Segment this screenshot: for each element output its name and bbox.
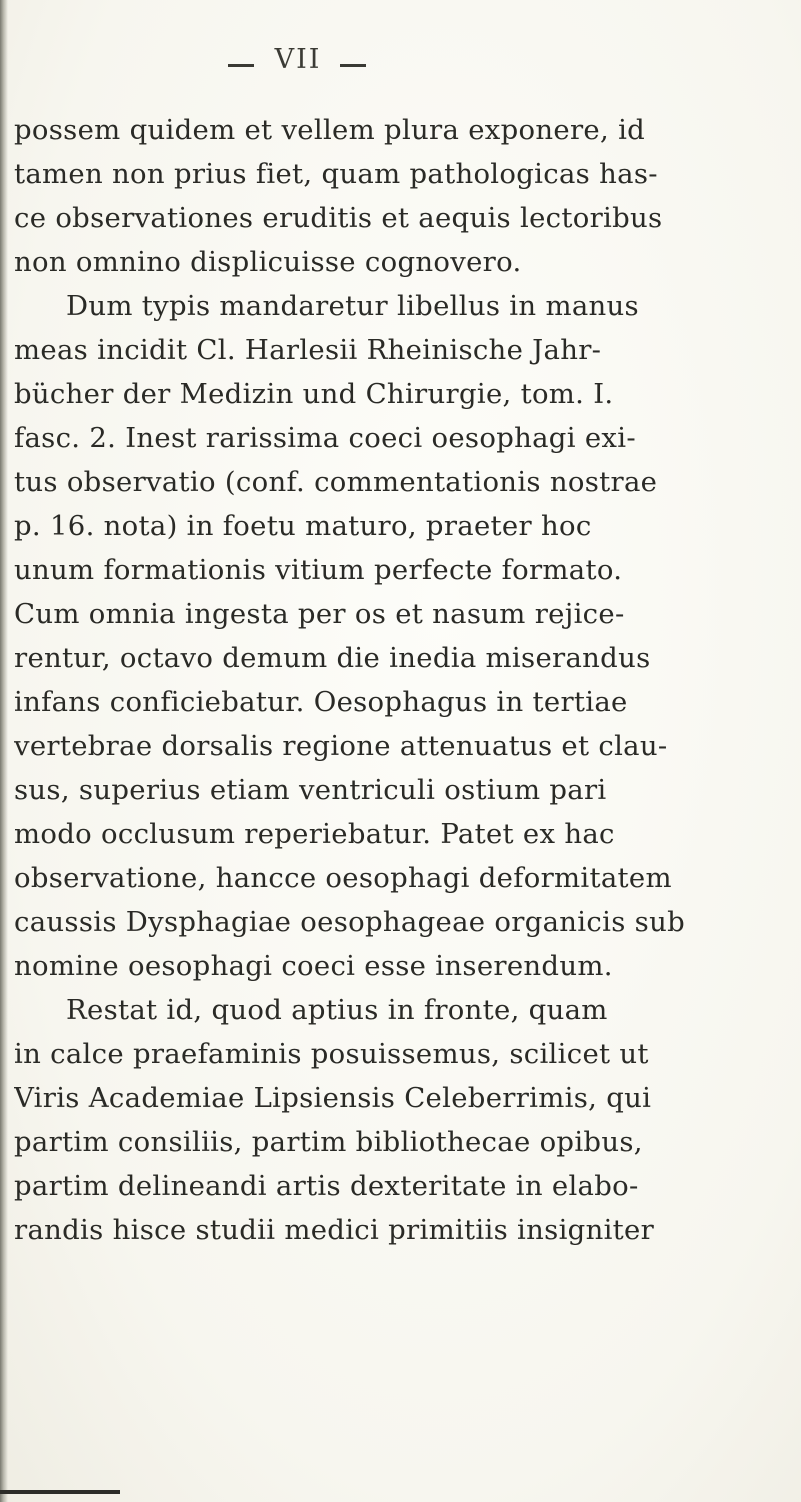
text-line: meas incidit Cl. Harlesii Rheinische Jahr- xyxy=(14,334,602,366)
text-line: sus, superius etiam ventriculi ostium pari xyxy=(14,774,607,806)
header-dash-right xyxy=(340,64,366,67)
text-line: modo occlusum reperiebatur. Patet ex hac xyxy=(14,818,615,850)
page-edge-mark xyxy=(0,1490,120,1494)
text-line: in calce praefaminis posuissemus, scilicet ut xyxy=(14,1038,649,1070)
text-line: non omnino displicuisse cognovero. xyxy=(14,246,522,278)
text-line: partim consiliis, partim bibliothecae opibus, xyxy=(14,1126,643,1158)
text-line: Restat id, quod aptius in fronte, quam xyxy=(66,994,608,1026)
text-line: infans conficiebatur. Oesophagus in tertiae xyxy=(14,686,628,718)
text-line: randis hisce studii medici primitiis insigniter xyxy=(14,1214,655,1246)
text-line: partim delineandi artis dexteritate in elabo- xyxy=(14,1170,639,1202)
text-line: vertebrae dorsalis regione attenuatus et clau- xyxy=(14,730,668,762)
header-dash-left xyxy=(228,64,254,67)
page-number: VII xyxy=(274,44,322,75)
text-line: ce observationes eruditis et aequis lectoribus xyxy=(14,202,663,234)
text-line: caussis Dysphagiae oesophageae organicis sub xyxy=(14,906,685,938)
text-line: nomine oesophagi coeci esse inserendum. xyxy=(14,950,613,982)
text-line: Dum typis mandaretur libellus in manus xyxy=(66,290,639,322)
text-line: observatione, hancce oesophagi deformitatem xyxy=(14,862,672,894)
text-line: tamen non prius fiet, quam pathologicas has- xyxy=(14,158,658,190)
body-text xyxy=(14,108,784,1252)
text-line: Viris Academiae Lipsiensis Celeberrimis, qui xyxy=(14,1082,652,1114)
text-line: bücher der Medizin und Chirurgie, tom. I. xyxy=(14,378,614,410)
text-line: rentur, octavo demum die inedia miserandus xyxy=(14,642,651,674)
text-line: Cum omnia ingesta per os et nasum rejice- xyxy=(14,598,625,630)
text-line: fasc. 2. Inest rarissima coeci oesophagi exi- xyxy=(14,422,636,454)
text-line: unum formationis vitium perfecte formato. xyxy=(14,554,623,586)
page-binding-edge xyxy=(0,0,8,1502)
page-header xyxy=(0,40,801,86)
text-line: tus observatio (conf. commentationis nostrae xyxy=(14,466,658,498)
text-line: p. 16. nota) in foetu maturo, praeter hoc xyxy=(14,510,592,542)
text-line: possem quidem et vellem plura exponere, id xyxy=(14,114,646,146)
